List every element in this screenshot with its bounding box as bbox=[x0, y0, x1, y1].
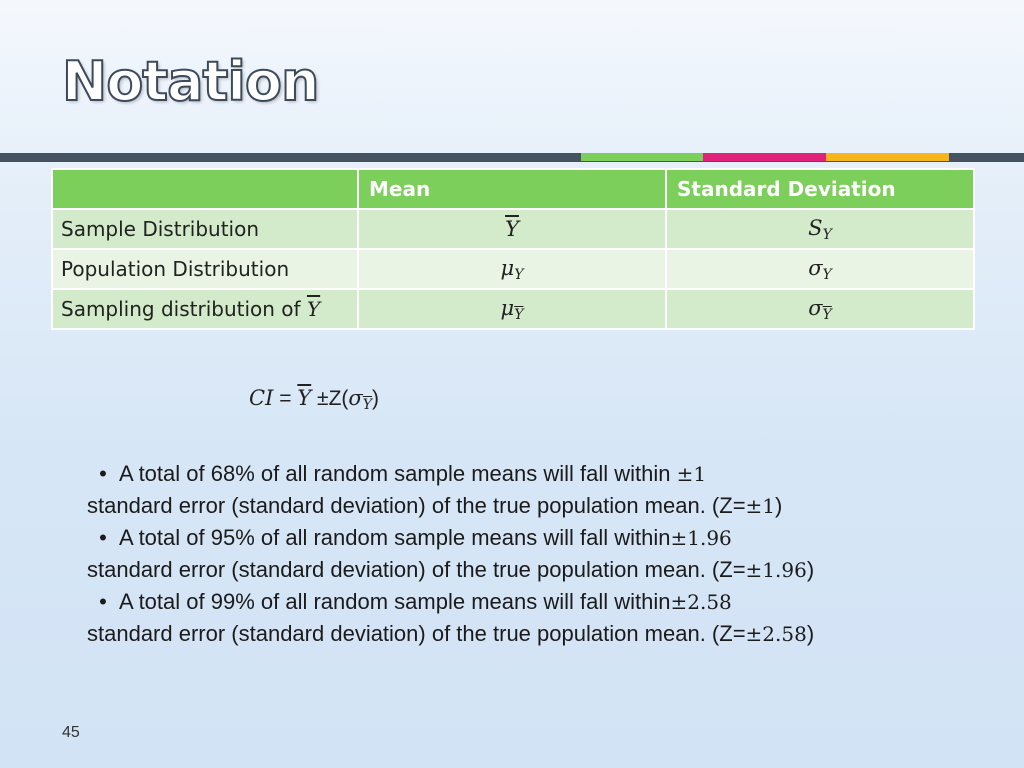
bullet-icon: • bbox=[99, 589, 107, 614]
row-label: Sampling distribution of $\overline{Y}$ bbox=[52, 289, 358, 329]
mean-symbol: $\mu_Y$ bbox=[358, 249, 666, 289]
table-row bbox=[52, 249, 974, 289]
list-item: • A total of 95% of all random sample means will fall within±1.96 standard error (standard deviation) of the true population mean. (Z=±1.96) bbox=[87, 522, 967, 586]
header-mean: Mean bbox=[358, 169, 666, 209]
confidence-interval-formula: CI = $\overline{Y} \pm Z(\sigma_{\overline{Y}})$ bbox=[249, 386, 379, 413]
table-row bbox=[52, 289, 974, 329]
list-item: • A total of 99% of all random sample means will fall within±2.58 standard error (standard deviation) of the true population mean. (Z=±2.58) bbox=[87, 586, 967, 650]
bullet-list bbox=[87, 458, 967, 650]
sd-symbol: $S_Y$ bbox=[666, 209, 974, 249]
header-standard-deviation: Standard Deviation bbox=[666, 169, 974, 209]
header-empty bbox=[52, 169, 358, 209]
notation-table bbox=[51, 168, 975, 330]
sd-symbol: $\sigma_{\overline{Y}}$ bbox=[666, 289, 974, 329]
mean-symbol: $\overline{Y}$ bbox=[358, 209, 666, 249]
accent-magenta-segment bbox=[703, 153, 826, 161]
mean-symbol: $\mu_{\overline{Y}}$ bbox=[358, 289, 666, 329]
table-row bbox=[52, 209, 974, 249]
row-label: Sample Distribution bbox=[52, 209, 358, 249]
accent-yellow-segment bbox=[826, 153, 949, 161]
list-item: • A total of 68% of all random sample means will fall within ±1 standard error (standard deviation) of the true population mean. (Z=±1) bbox=[87, 458, 967, 522]
bullet-icon: • bbox=[99, 461, 107, 486]
row-label: Population Distribution bbox=[52, 249, 358, 289]
accent-green-segment bbox=[581, 153, 703, 161]
bullet-icon: • bbox=[99, 525, 107, 550]
table-header-row bbox=[52, 169, 974, 209]
sd-symbol: $\sigma_Y$ bbox=[666, 249, 974, 289]
page-number: 45 bbox=[62, 724, 80, 741]
slide-title: Notation bbox=[62, 50, 319, 113]
